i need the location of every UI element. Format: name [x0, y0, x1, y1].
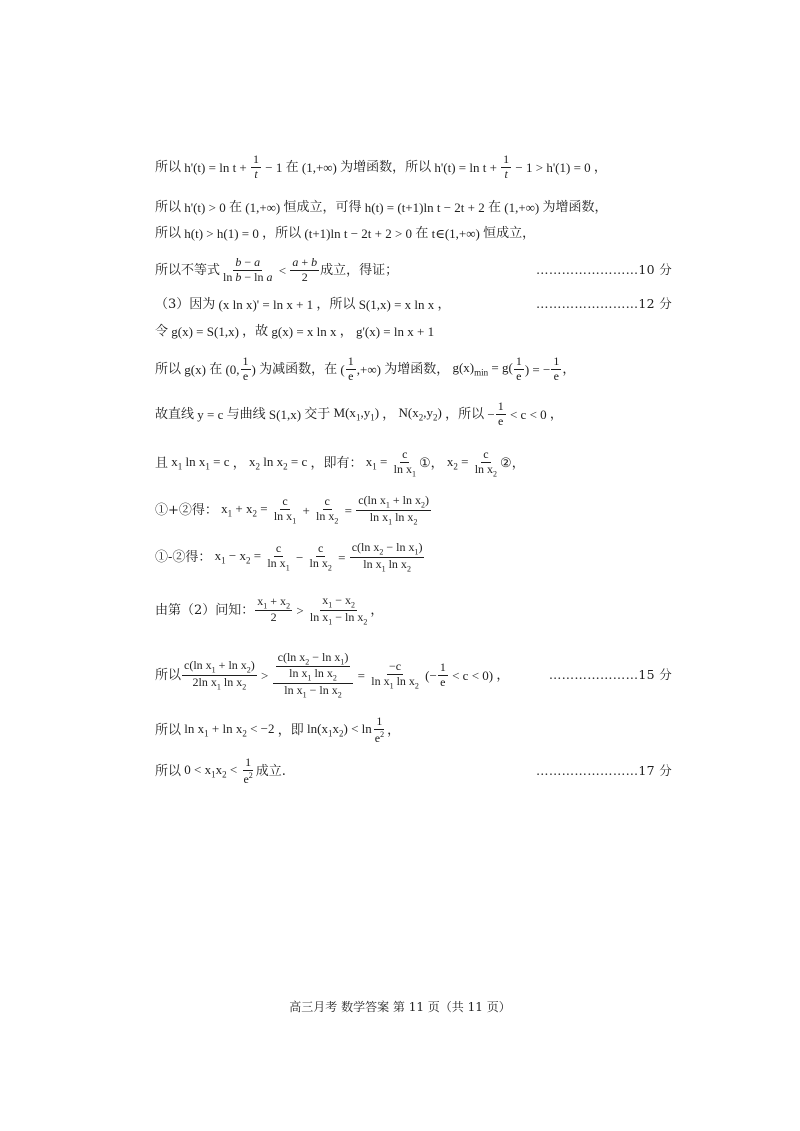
answer-line: 所以 h(t) > h(1) = 0 ，所以 (t+1)ln t − 2t + 2 > 0 在 t∈(1,+∞) 恒成立，: [155, 225, 536, 241]
answer-line: 所以不等式 $\frac{b - a}{\text{ln b − ln a}}$ < $\frac{a + b}{2}$ 成立，得证； ……………………10 分: [155, 254, 672, 284]
answer-line: 令 g(x) = S(1,x) ，故 g(x) = x ln x ， g'(x) = ln x + 1: [155, 323, 435, 339]
score-mark: ……………………17 分: [536, 762, 672, 778]
answer-line: ①-②得： $x_1 - x_2$ = $\frac{c}{\ln x_1}$ − $\frac{c}{\ln x_2}$ = $\frac{c(\ln x_2 - \ln x_1)}{\ln x_1 \ln x_2}$: [155, 539, 423, 573]
score-mark: ……………………10 分: [536, 261, 672, 277]
answer-line: 所以 h'(t) = ln t + $\frac{1}{t}$ − 1 在 (1,+∞) 为增函数，所以 h'(t) = ln t + $\frac{1}{t}$ − 1 > h'(1) = 0 ，: [155, 151, 607, 181]
answer-line: 所以 h'(t) > 0 在 (1,+∞) 恒成立，可得 h(t) = (t+1)ln t − 2t + 2 在 (1,+∞) 为增函数，: [155, 199, 608, 215]
answer-line: 由第（2）问知： $\frac{x_1 + x_2}{2}$ > $\frac{x_1 - x_2}{\ln x_1 - \ln x_2}$ ，: [155, 592, 384, 626]
answer-line: ①+②得： $x_1 + x_2$ = $\frac{c}{\ln x_1}$ + $\frac{c}{\ln x_2}$ = $\frac{c(\ln x_1 + \ln x_2)}{\ln x_1 \ln x_2}$: [155, 492, 429, 526]
answer-line: 所以 $\frac{c(\ln x_1 + \ln x_2)}{2\ln x_1 \ln x_2}$ > $\frac{\frac{c(\ln x_2 - \ln x_1)}{\ln x_1 \ln x_2}}{\ln x_1 - \ln x_2}$ = $\frac{-c}{\ln x_1 \ln x_2}$ (− $\frac{1}{e}$ < c < 0) ， …………………15 分: [155, 649, 672, 700]
answer-line: 所以 $\ln x_1 + \ln x_2 < -2$ ，即 $\ln(x_1x_2) < \ln$ $\frac{1}{e^2}$ ，: [155, 713, 401, 745]
answer-line: 故直线 y = c 与曲线 S(1,x) 交于 $M(x_1,y_1)$ ， $N(x_2,y_2)$ ，所以 − $\frac{1}{e}$ < c < 0 ，: [155, 398, 563, 428]
answer-line: 且 $x_1$ $\ln x_1 = c$ ， $x_2$ $\ln x_2 = c$ ，即有： $x_1$ = $\frac{c}{\ln x_1}$ ①， $x_2$ = $\frac{c}{\ln x_2}$ ②，: [155, 446, 525, 478]
answer-line: 所以 $0 < x_1x_2$ < $\frac{1}{e^2}$ 成立. ……………………17 分: [155, 754, 672, 786]
score-mark: …………………15 分: [548, 666, 672, 682]
answer-line: （3）因为 (x ln x)' = ln x + 1 ，所以 S(1,x) = x ln x ， ……………………12 分: [155, 295, 672, 312]
score-mark: ……………………12 分: [536, 295, 672, 311]
answer-line: 所以 g(x) 在 (0, $\frac{1}{e}$ ) 为减函数，在 ( $\frac{1}{e}$ ,+∞) 为增函数， $g(x)_{min} = g$( $\frac{1}{e}$ ) = − $\frac{1}{e}$ ，: [155, 353, 576, 383]
page-footer: 高三月考 数学答案 第 11 页（共 11 页）: [289, 1000, 511, 1014]
